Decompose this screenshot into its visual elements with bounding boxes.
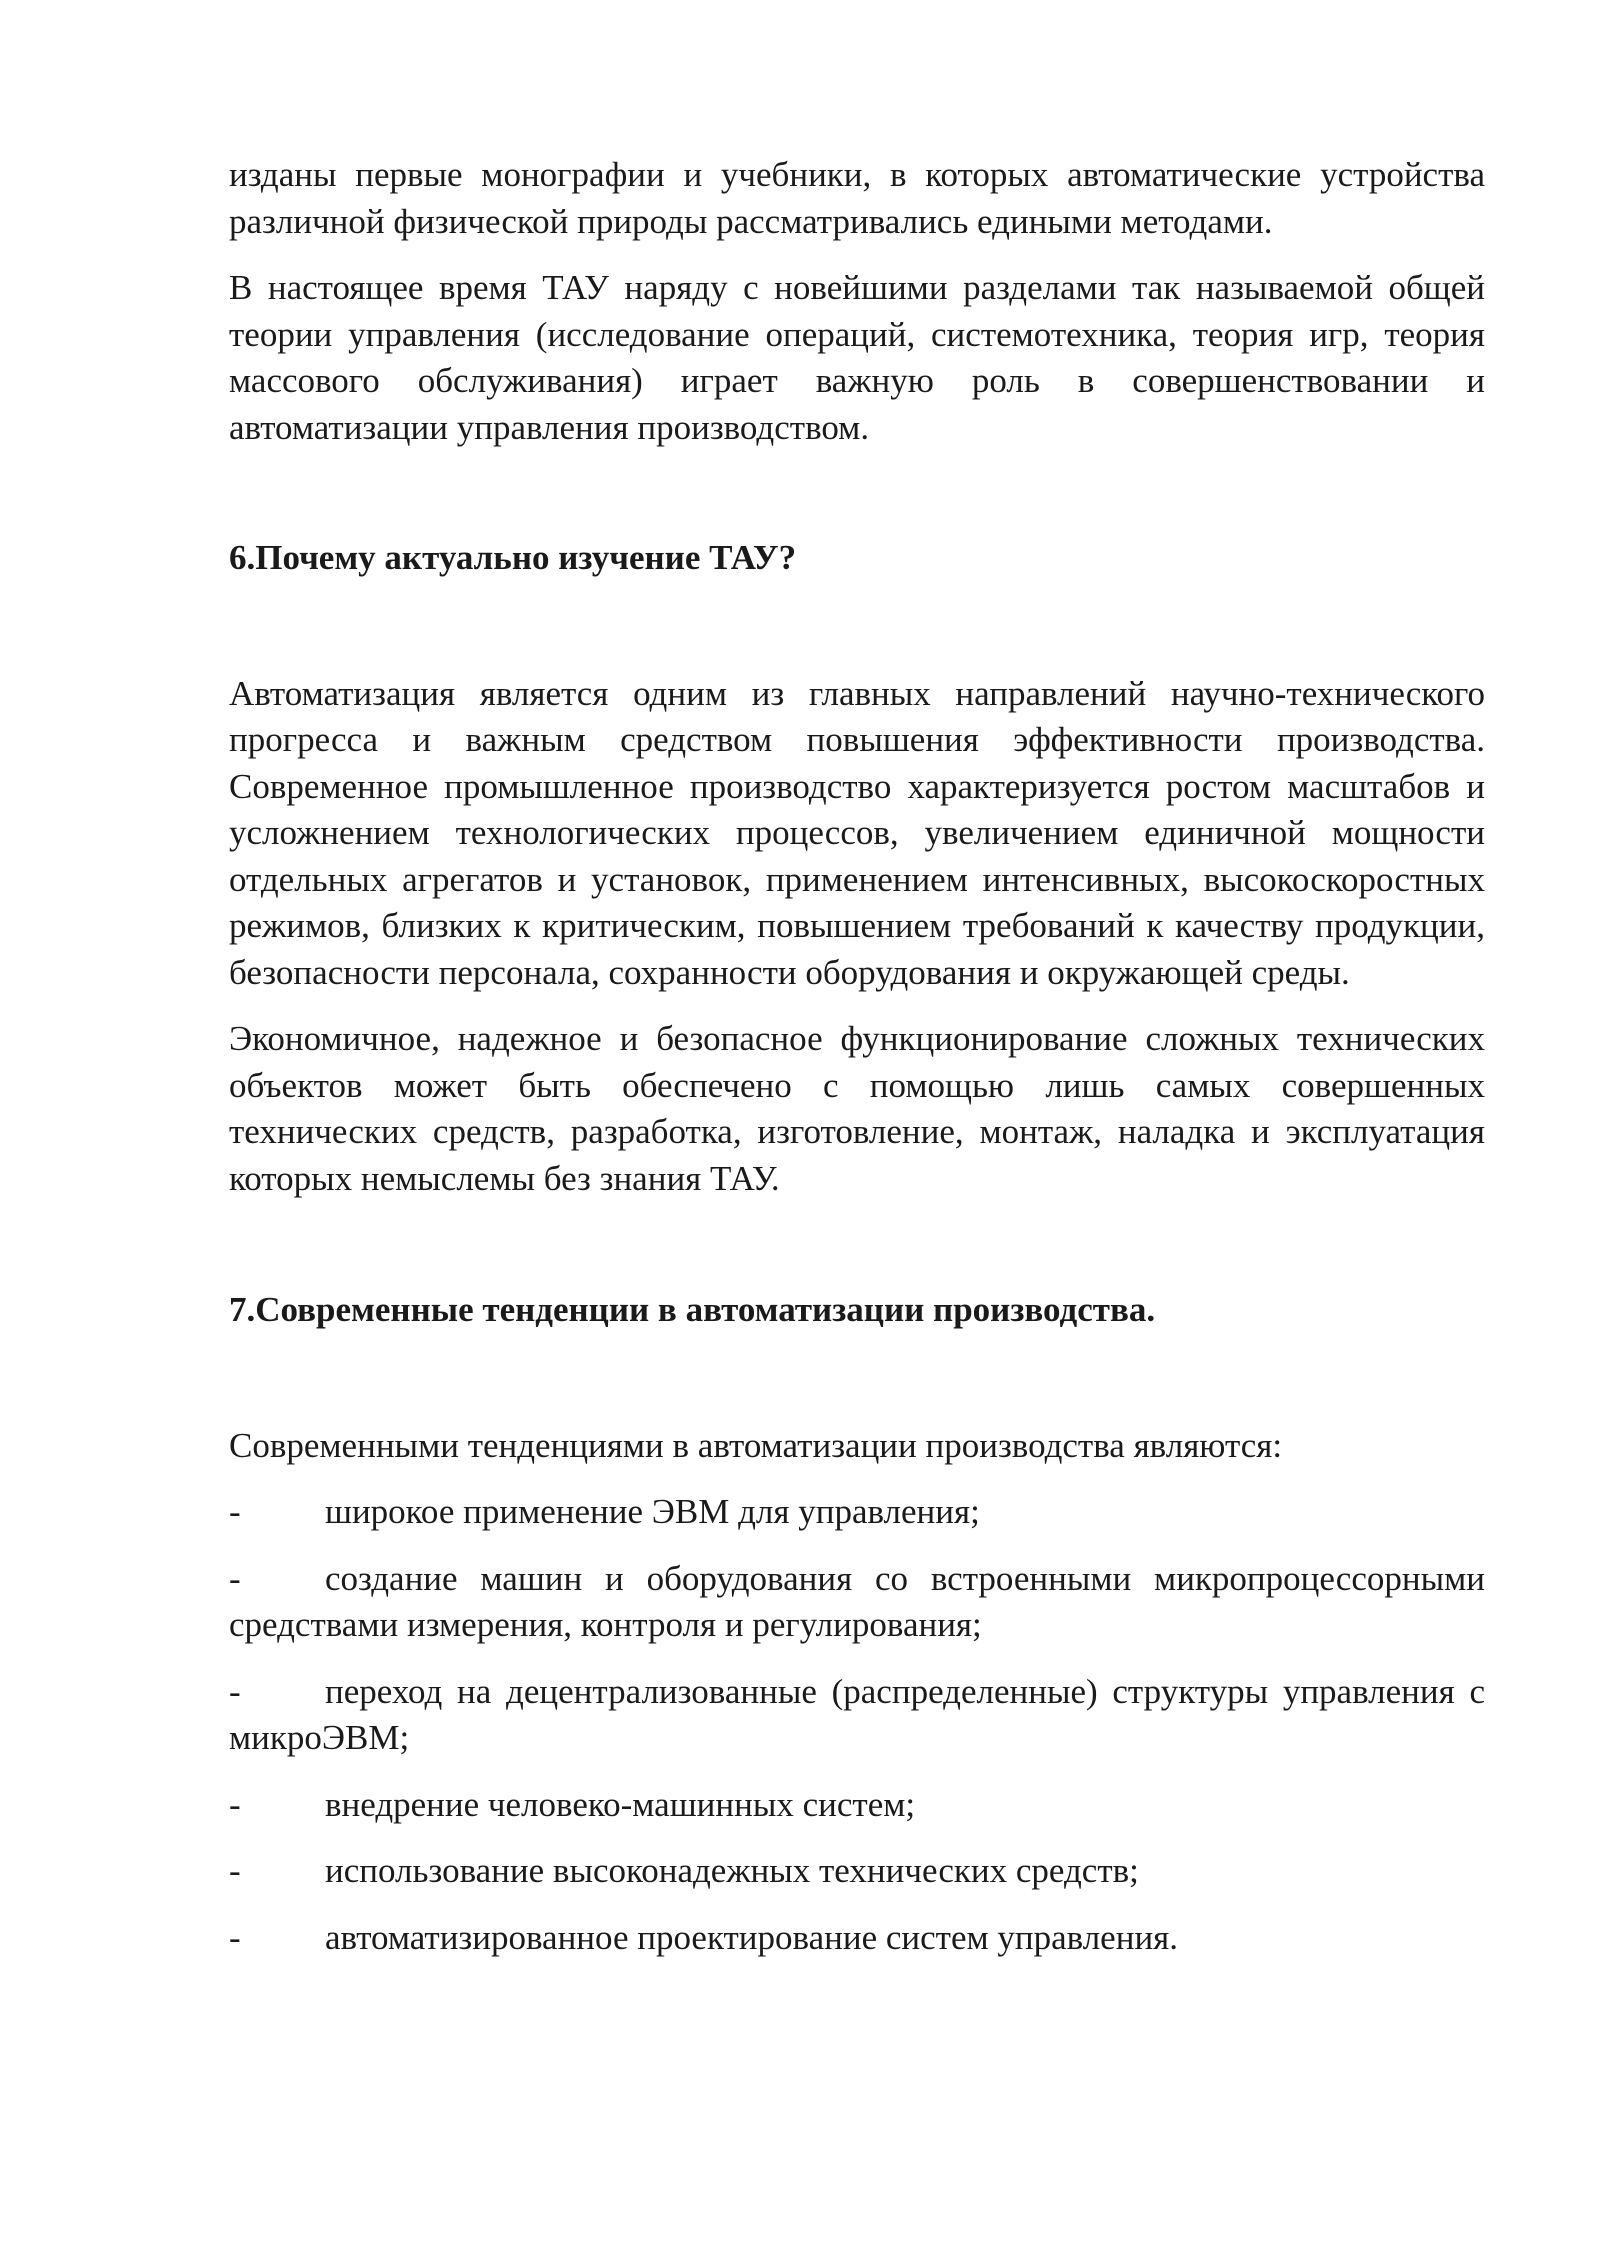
list-bullet: -: [229, 1671, 241, 1711]
list-item-text: широкое применение ЭВМ для управления;: [325, 1492, 980, 1531]
list-item: [229, 1556, 1485, 1649]
section-6-heading: 6.Почему актуально изучение ТАУ?: [229, 538, 797, 577]
list-item-text: автоматизированное проектирование систем управления.: [325, 1917, 1179, 1957]
list-item: [229, 1848, 1485, 1895]
section-7-intro: Современными тенденциями в автоматизации производства являются:: [229, 1425, 1283, 1465]
section-6-paragraph-1: Автоматизация является одним из главных направлений научно-технического прогресса и важным средством повышения эффективности производства. Современное промышленное производство характеризуется ростом масштабов и усложнением технологических процессов, увеличением единичной мощности отдельных агрегатов и установок, применением интенсивных, высокоскоростных режимов, близких к критическим, повышением требований к качеству продукции, безопасности персонала, сохранности оборудования и окружающей среды.: [229, 673, 1485, 992]
list-bullet: -: [229, 1492, 241, 1531]
section-6-paragraph-2: Экономичное, надежное и безопасное функционирование сложных технических объектов может быть обеспечено с помощью лишь самых совершенных технических средств, разработка, изготовление, монтаж, наладка и эксплуатация которых немыслемы без знания ТАУ.: [229, 1019, 1485, 1198]
list-item-text: переход на децентрализованные (распределенные) структуры управления с микроЭВМ;: [229, 1671, 1485, 1757]
list-bullet: -: [229, 1784, 241, 1824]
list-bullet: -: [229, 1558, 241, 1598]
list-bullet: -: [229, 1851, 241, 1890]
list-item: [229, 1669, 1485, 1762]
list-item: [229, 1782, 1485, 1829]
list-item-text: создание машин и оборудования со встроенными микропроцессорными средствами измерения, контроля и регулирования;: [229, 1558, 1485, 1644]
list-item-text: использование высоконадежных технических средств;: [325, 1851, 1139, 1890]
paragraph-continued: изданы первые монографии и учебники, в которых автоматические устройства различной физической природы рассматривались едиными методами.: [229, 155, 1485, 241]
list-item: [229, 1915, 1485, 1962]
list-bullet: -: [229, 1917, 241, 1957]
section-7-heading: 7.Современные тенденции в автоматизации производства.: [229, 1290, 1156, 1329]
list-item-text: внедрение человеко-машинных систем;: [325, 1784, 916, 1824]
paragraph-tau-today: В настоящее время ТАУ наряду с новейшими разделами так называемой общей теории управления (исследование операций, системотехника, теория игр, теория массового обслуживания) играет важную роль в совершенствовании и автоматизации управления производством.: [229, 268, 1485, 447]
list-item: [229, 1489, 1485, 1536]
document-body: [229, 152, 1485, 1981]
